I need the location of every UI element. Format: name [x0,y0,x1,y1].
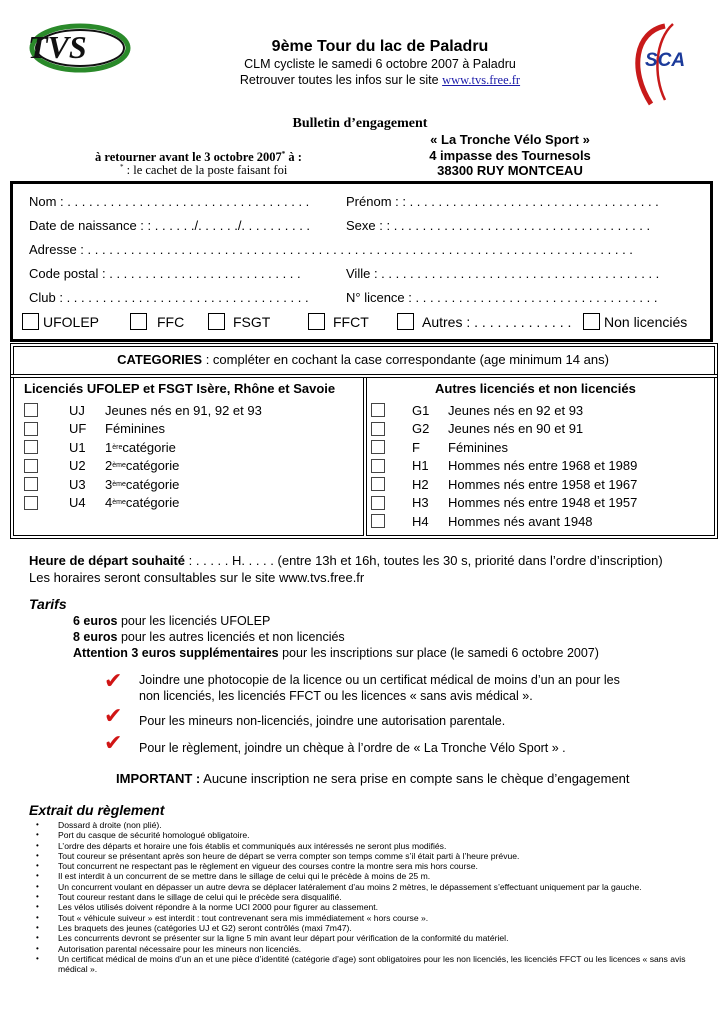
requirement-line: non licenciés, les licenciés FFCT ou les licences « sans avis médical ». [139,689,533,703]
category-label: Jeunes nés en 91, 92 et 93 [105,402,262,418]
category-label: Hommes nés entre 1948 et 1957 [448,495,638,511]
website-prefix: Retrouver toutes les infos sur le site [239,73,443,87]
category-code: UF [69,421,87,437]
checkbox[interactable] [371,496,385,510]
category-code: H2 [412,476,429,492]
club-field[interactable]: Club : . . . . . . . . . . . . . . . . . . . . . . . . . . . . . . . . . . [29,290,309,305]
list-item: • Tout coureur se présentant après son heure de départ se verra compter son temps comme s’il était parti à l’heure prévue. [36,851,711,861]
return-address [400,132,620,179]
left-panel-title: Licenciés UFOLEP et FSGT Isère, Rhône et Savoie [24,381,336,396]
category-row-u4[interactable] [24,494,354,513]
category-row-g1[interactable] [371,401,711,420]
checkbox[interactable] [24,422,38,436]
licence-label: Non licenciés [604,313,688,330]
tarif-onsite [73,645,599,661]
checkbox[interactable] [308,313,325,330]
prenom-field[interactable]: Prénom : : . . . . . . . . . . . . . . . . . . . . . . . . . . . . . . . . . . . [346,194,659,209]
checkbox[interactable] [24,440,38,454]
checkmark-icon: ✔ [104,731,123,756]
list-item: • Tout concurrent ne respectant pas le règlement en vigueur des courses contre la montre sera mis hors course. [36,861,711,871]
category-row-u3[interactable] [24,475,354,494]
important-text: Aucune inscription ne sera prise en compte sans le chèque d’engagement [200,771,630,786]
list-item: • Les vélos utilisés doivent répondre à la norme UCI 2000 pour figurer au classement. [36,902,711,912]
ville-field[interactable]: Ville : . . . . . . . . . . . . . . . . . . . . . . . . . . . . . . . . . . . . . . . [346,266,660,281]
category-row-h3[interactable] [371,494,711,513]
right-categories-list [371,401,711,531]
departure-time-field[interactable] [29,553,663,568]
bulletin-title: Bulletin d’engagement [292,116,428,131]
requirement-payment: Pour le règlement, joindre un chèque à l’ordre de « La Tronche Vélo Sport » . [139,741,566,755]
note-mark: * [120,163,124,171]
category-label-rest: catégorie [122,439,176,455]
checkbox[interactable] [22,313,39,330]
category-row-h4[interactable] [371,512,711,531]
category-label-rest: catégorie [125,495,180,511]
tarif-desc: pour les inscriptions sur place (le samedi 6 octobre 2007) [278,646,599,660]
event-website-line [180,73,580,88]
category-label: Hommes nés entre 1958 et 1967 [448,476,638,492]
category-label: Féminines [105,421,165,437]
tarif-warning: Attention 3 euros supplémentaires [73,646,279,660]
category-ordinal: ème [112,499,126,507]
svg-text:TVS: TVS [28,29,87,65]
category-label: 3 [105,476,113,492]
category-row-h2[interactable] [371,475,711,494]
checkbox[interactable] [371,440,385,454]
event-title: 9ème Tour du lac de Paladru [271,38,489,55]
licence-option-non-licencies[interactable] [583,313,687,330]
licence-option-ffct[interactable] [308,313,369,330]
category-ordinal: ère [112,443,123,451]
list-item: • Autorisation parental nécessaire pour les mineurs non licenciés. [36,944,711,954]
category-code: U4 [69,495,86,511]
list-item: • Tout « véhicule suiveur » est interdit : tout contrevenant sera mis immédiatement « hors course ». [36,913,711,923]
checkmark-icon: ✔ [104,704,123,729]
list-item: • Les braquets des jeunes (catégories UJ et G2) seront contrôlés (maxi 7m47). [36,923,711,933]
departure-rest: : . . . . . H. . . . . (entre 13h et 16h, toutes les 30 s, priorité dans l’ordre d’inscription) [185,553,663,568]
category-code: G1 [412,402,430,418]
category-code: UJ [69,402,85,418]
category-label: Hommes nés entre 1968 et 1989 [448,458,638,474]
postmark-note [120,163,287,178]
category-label-rest: catégorie [125,476,180,492]
category-ordinal: ème [112,462,126,470]
list-item: • Port du casque de sécurité homologué obligatoire. [36,830,711,840]
category-ordinal: ème [112,480,126,488]
category-label: Hommes nés avant 1948 [448,513,593,529]
svg-text:SCA: SCA [645,50,686,71]
reglement-title: Extrait du règlement [29,802,165,818]
checkbox[interactable] [371,514,385,528]
checkbox[interactable] [130,313,147,330]
tarif-others [73,629,599,645]
checkbox[interactable] [371,403,385,417]
checkmark-icon: ✔ [104,669,123,694]
category-row-u1[interactable] [24,438,354,457]
category-label-rest: catégorie [125,458,180,474]
checkbox[interactable] [371,477,385,491]
licence-label: FFCT [333,313,369,330]
tarif-ufolep [73,613,599,629]
schedule-note: Les horaires seront consultables sur le site www.tvs.free.fr [29,570,365,585]
category-code: H4 [412,513,429,529]
categories-heading-rest: : compléter en cochant la case correspondante (age minimum 14 ans) [202,352,609,367]
tarif-desc: pour les licenciés UFOLEP [117,614,271,628]
licence-label: FSGT [233,313,271,330]
category-code: U3 [69,476,86,492]
licence-label: FFC [157,313,185,330]
deadline-suffix: à : [285,150,302,165]
list-item: • Un certificat médical de moins d’un an et une pièce d’identité (catégorie d’age) sont obligatoires pour les non licenciés, les licenciés FFCT ou les licences « sans avis médical ». [36,954,711,975]
adresse-field[interactable]: Adresse : . . . . . . . . . . . . . . . . . . . . . . . . . . . . . . . . . . . . . . . . . . . . . . . . . . . . . . . . . . . . . . . . . . . . . . . . . . . . [29,242,633,257]
requirement-minors: Pour les mineurs non-licenciés, joindre une autorisation parentale. [139,714,506,728]
deadline-mark: * [281,150,286,158]
tarifs-title: Tarifs [29,596,67,612]
category-row-uf[interactable] [24,420,354,439]
category-code: F [412,439,420,455]
category-code: H1 [412,458,429,474]
category-code: G2 [412,421,430,437]
checkbox[interactable] [24,477,38,491]
categories-heading-bold: CATEGORIES [117,352,203,367]
checkbox[interactable] [371,422,385,436]
tarif-desc: pour les autres licenciés et non licenciés [117,630,345,644]
note-text: : le cachet de la poste faisant foi [123,163,288,178]
code-postal-field[interactable]: Code postal : . . . . . . . . . . . . . . . . . . . . . . . . . . . [29,266,301,281]
tvs-logo [18,18,133,78]
licence-option-autres[interactable] [397,313,571,330]
list-item: • Un concurrent voulant en dépasser un autre devra se déplacer latéralement d’au moins 2 mètres, le dépassement s’effectuant uniquement par la gauche. [36,882,711,892]
address-club: « La Tronche Vélo Sport » [430,132,590,147]
sca-logo [625,20,710,108]
website-link[interactable]: www.tvs.free.fr [442,73,521,87]
checkbox[interactable] [397,313,414,330]
requirement-line: Joindre une photocopie de la licence ou un certificat médical de moins d’un an pour les [139,673,620,687]
address-street: 4 impasse des Tournesols [429,147,591,163]
list-item: • L’ordre des départs et horaire une fois établis et communiqués aux intéressés ne seront plus modifiés. [36,841,711,851]
category-label: 1 [105,439,113,455]
category-row-h1[interactable] [371,457,711,476]
departure-label: Heure de départ souhaité [29,553,186,568]
right-panel-title: Autres licenciés et non licenciés [435,381,636,396]
licence-label: UFOLEP [43,313,100,330]
sexe-field[interactable]: Sexe : : . . . . . . . . . . . . . . . . . . . . . . . . . . . . . . . . . . . . [346,218,651,233]
address-city: 38300 RUY MONTCEAU [437,163,583,178]
categories-heading [13,352,713,367]
category-code: U2 [69,458,86,474]
category-row-uj[interactable] [24,401,354,420]
tarifs-list [73,613,599,661]
checkbox[interactable] [208,313,225,330]
list-item: • Dossard à droite (non plié). [36,820,711,830]
category-code: U1 [69,439,86,455]
category-row-g2[interactable] [371,420,711,439]
category-label: Jeunes nés en 92 et 93 [448,402,584,418]
licence-option-ufolep[interactable] [22,313,99,330]
category-code: H3 [412,495,429,511]
checkbox[interactable] [583,313,600,330]
list-item: • Les concurrents devront se présenter sur la ligne 5 min avant leur départ pour vérification de la conformité du matériel. [36,933,711,943]
category-row-f[interactable] [371,438,711,457]
list-item: • Tout coureur restant dans le sillage de celui qui le précède sera disqualifié. [36,892,711,902]
nom-field[interactable]: Nom : . . . . . . . . . . . . . . . . . . . . . . . . . . . . . . . . . . [29,194,310,209]
list-item: • Il est interdit à un concurrent de se mettre dans le sillage de celui qui le précède à moins de 25 m. [36,871,711,881]
licence-option-ffc[interactable] [130,313,184,330]
checkbox[interactable] [24,403,38,417]
category-label: Jeunes nés en 90 et 91 [448,421,584,437]
licence-label: Autres : . . . . . . . . . . . . . [422,313,572,330]
category-label: 4 [105,495,113,511]
birthdate-field[interactable]: Date de naissance : : . . . . . ./. . . . . ./. . . . . . . . . . [29,218,311,233]
category-row-u2[interactable] [24,457,354,476]
tarif-price: 8 euros [73,630,118,644]
event-subtitle: CLM cycliste le samedi 6 octobre 2007 à Paladru [244,57,516,71]
checkbox[interactable] [371,459,385,473]
category-label: 2 [105,458,113,474]
licence-field[interactable]: N° licence : . . . . . . . . . . . . . . . . . . . . . . . . . . . . . . . . . . [346,290,658,305]
requirement-licence [139,672,620,704]
important-label: IMPORTANT : [116,771,201,786]
deadline-text: à retourner avant le 3 octobre 2007 [95,150,282,165]
checkbox[interactable] [24,496,38,510]
category-label: Féminines [448,439,508,455]
important-note [116,771,630,786]
checkbox[interactable] [24,459,38,473]
tarif-price: 6 euros [73,614,118,628]
licence-option-fsgt[interactable] [208,313,270,330]
left-categories-list [24,401,354,512]
reglement-list [36,820,711,974]
